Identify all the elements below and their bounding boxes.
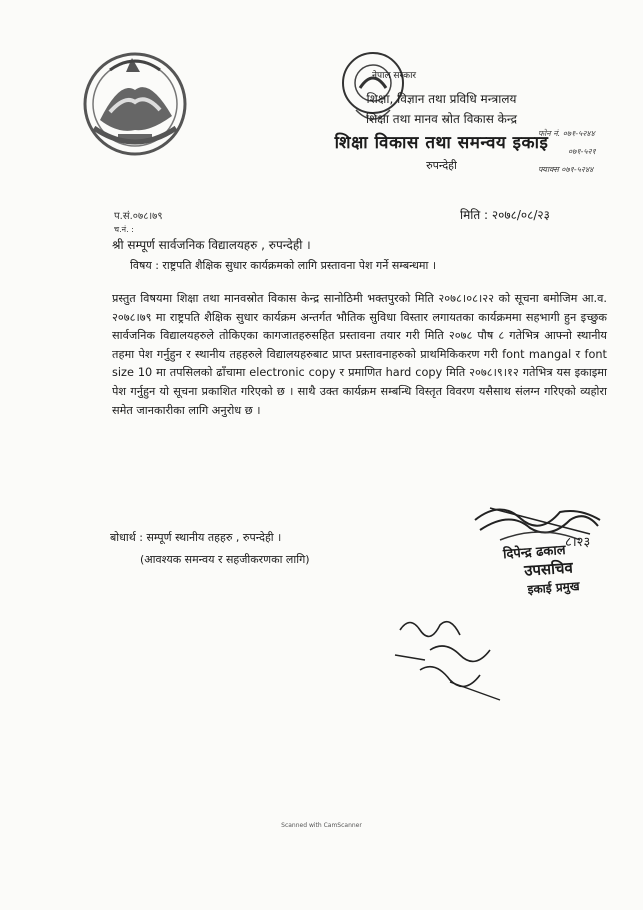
- cc-purpose: (आवश्यक समन्वय र सहजीकरणका लागि): [140, 553, 310, 566]
- office-location: रुपन्देही: [426, 159, 457, 172]
- scanner-watermark: Scanned with CamScanner: [281, 822, 362, 829]
- ministry-line: शिक्षा, विज्ञान तथा प्रविधि मन्त्रालय: [366, 92, 517, 106]
- letter-date: मिति : २०७८/०८/२३: [460, 208, 550, 222]
- addressee: श्री सम्पूर्ण सार्वजनिक विद्यालयहरु , रुपन्देही ।: [112, 238, 311, 252]
- phone-number-2: ०७१-५२१: [568, 147, 596, 156]
- stamp-designation: उपसचिव: [523, 558, 574, 580]
- cc-recipients: बोधार्थ : सम्पूर्ण स्थानीय तहहरु , रुपन्देही ।: [110, 531, 282, 544]
- stamp-unit-head: इकाई प्रमुख: [527, 579, 581, 597]
- fax-number: फ्याक्स ०७१-५२४४: [538, 165, 594, 174]
- handwritten-note: [390, 610, 510, 705]
- stamp-officer-name: दिपेन्द्र ढकाल: [502, 542, 567, 563]
- signature-date-note: ८।२३: [565, 535, 591, 550]
- subject-line: विषय : राष्ट्रपति शैक्षिक सुधार कार्यक्रमको लागि प्रस्तावना पेश गर्ने सम्बन्धमा ।: [130, 259, 437, 272]
- office-name: शिक्षा विकास तथा समन्वय इकाइ: [334, 133, 549, 153]
- letter-body: प्रस्तुत विषयमा शिक्षा तथा मानवस्रोत विकास केन्द्र सानोठिमी भक्तपुरको मिति २०७८।०८।२२ को सूचना बमोजिम आ.व. २०७८।७९ मा राष्ट्रपति शैक्षिक सुधार कार्यक्रम अन्तर्गत भौतिक सुविधा विस्तार लगायतका कार्यक्रममा सहभागी हुन इच्छुक सार्वजनिक विद्यालयहरुले तोकिएका कागजातहरुसहित प्रस्तावना तयार गरी मिति २०७८ पौष ८ गतेभित्र आफ्नो स्थानीय तहमा पेश गर्नुहुन र स्थानीय तहहरुले विद्यालयहरुबाट प्राप्त प्रस्तावनाहरुको प्राथमिकिकरण गरी font mangal र font size 10 मा तपसिलको ढाँचामा electronic copy र प्रमाणित hard copy मिति २०७८।९।१२ गतेभित्र यस इकाइमा पेश गर्नुहुन यो सूचना प्रकाशित गरिएको छ । साथै उक्त कार्यक्रम सम्बन्धि विस्तृत विवरण यसैसाथ संलग्न गरिएको व्यहोरा समेत जानकारीका लागि अनुरोध छ ।: [112, 292, 607, 417]
- phone-number: फोन नं. ०७१-५२४४: [538, 129, 595, 138]
- dispatch-number: च.नं. :: [114, 225, 134, 234]
- stamp-top-text: नेपाल सरकार: [372, 71, 417, 81]
- reference-number: प.सं.०७८।७९: [114, 211, 163, 222]
- center-line: शिक्षा तथा मानव स्रोत विकास केन्द्र: [366, 112, 517, 126]
